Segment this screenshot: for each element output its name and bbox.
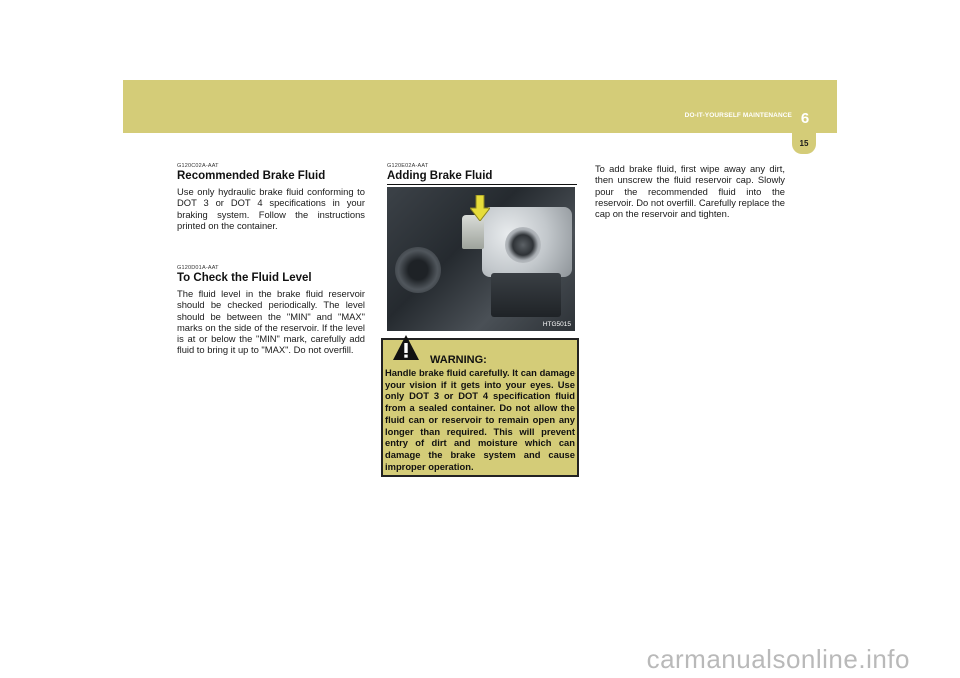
section-heading: To Check the Fluid Level: [177, 272, 312, 284]
section-body: The fluid level in the brake fluid reservoir should be checked periodically. The level should be between the "MIN" and "MAX" marks on the side of the reservoir. If the level is at or below the "MIN" mark, carefully add fluid to bring it up to "MAX". Do not overfill.: [177, 288, 365, 356]
strut-mount: [505, 227, 541, 263]
section-code: G120E02A-AAT: [387, 163, 429, 169]
engine-bay-photo: [387, 187, 575, 331]
section-code: G120C02A-AAT: [177, 163, 219, 169]
warning-triangle-icon: [392, 334, 420, 362]
section-title: DO-IT-YOURSELF MAINTENANCE: [684, 112, 792, 119]
section-code: G120D01A-AAT: [177, 265, 219, 271]
warning-text: Handle brake fluid carefully. It can damage your vision if it gets into your eyes. Use only DOT 3 or DOT 4 specification fluid from a sealed container. Do not allow the fluid can or reservoir to remain open any longer than required. This will prevent entry of dirt and moisture which can damage the brake system and cause improper operation.: [385, 367, 575, 472]
warning-title: WARNING:: [430, 354, 487, 366]
battery-box: [491, 273, 561, 317]
page-number: 15: [799, 139, 809, 148]
check-section: [177, 265, 365, 356]
adding-section: [387, 163, 577, 189]
section-heading: Adding Brake Fluid: [387, 170, 577, 185]
footer: [0, 640, 960, 678]
chapter-number: 6: [800, 110, 810, 127]
header-banner: [123, 80, 837, 133]
recommended-section: [177, 163, 365, 231]
arrow-down-icon: [470, 195, 490, 221]
watermark: carmanualsonline.info: [646, 643, 910, 674]
intake-hose: [395, 247, 441, 293]
image-code: HTG5015: [542, 321, 571, 328]
section-heading: Recommended Brake Fluid: [177, 170, 326, 182]
section-body: To add brake fluid, first wipe away any dirt, then unscrew the fluid reservoir cap. Slowly pour the recommended fluid into the reservoir. Do not overfill. Carefully replace the cap on the reservoir and tighten.: [595, 163, 785, 220]
section-body: Use only hydraulic brake fluid conforming to DOT 3 or DOT 4 specifications in your braking system. Follow the instructions printed on the container.: [177, 186, 365, 231]
adding-instructions: [595, 163, 785, 219]
